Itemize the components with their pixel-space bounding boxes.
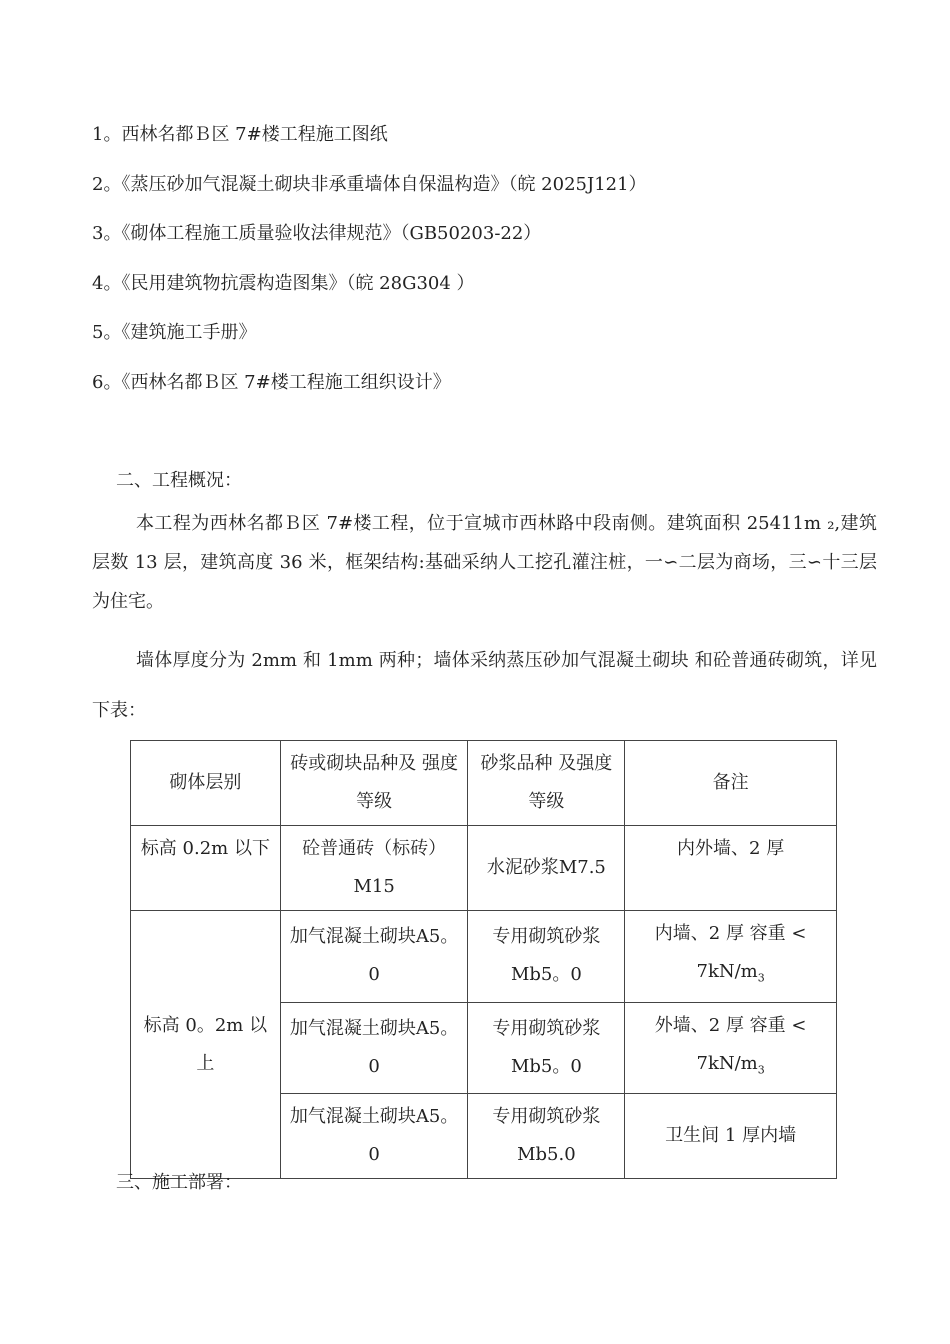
table-cell-layer: 标高 0.2m 以下 <box>131 826 281 911</box>
note-unit: 7kN/m <box>696 1052 758 1074</box>
table-row <box>131 826 837 911</box>
note-unit-subscript: 3 <box>757 971 765 985</box>
table-header-row <box>131 741 837 826</box>
table-cell-brick: 加气混凝土砌块A5。0 <box>280 1094 468 1179</box>
reference-item: 5。《建筑施工手册》 <box>92 322 257 343</box>
table-cell-mortar: 专用砌筑砂浆Mb5.0 <box>468 1094 625 1179</box>
note-unit-subscript: 3 <box>757 1063 765 1077</box>
masonry-table <box>130 740 837 1179</box>
table-cell-mortar: 专用砌筑砂浆Mb5。0 <box>468 1002 625 1094</box>
note-text: 内墙、2 厚 容重 < <box>654 923 807 944</box>
table-cell-note <box>625 1002 837 1094</box>
note-unit: 7kN/m <box>696 961 758 982</box>
reference-item: 3。《砌体工程施工质量验收法律规范》（GB50203-22） <box>92 223 542 244</box>
table-cell-brick: 加气混凝土砌块A5。0 <box>280 911 468 1003</box>
wall-description-paragraph: 墙体厚度分为 2mm 和 1mm 两种；墙体采纳蒸压砂加气混凝土砌块 和砼普通砖砌筑，详见下表： <box>92 650 877 721</box>
table-cell-brick: 砼普通砖（标砖）M15 <box>280 826 468 911</box>
table-cell-brick: 加气混凝土砌块A5。0 <box>280 1002 468 1094</box>
reference-item: 2。《蒸压砂加气混凝土砌块非承重墙体自保温构造》（皖 2025J121） <box>92 174 647 195</box>
table-row <box>131 911 837 1003</box>
table-header-cell: 砖或砌块品种及 强度等级 <box>280 741 468 826</box>
reference-item: 4。《民用建筑物抗震构造图集》（皖 28G304 ） <box>92 273 475 294</box>
table-header-cell: 砌体层别 <box>131 741 281 826</box>
reference-item: 6。《西林名都Ｂ区 7#楼工程施工组织设计》 <box>92 372 451 393</box>
table-header-cell: 备注 <box>625 741 837 826</box>
reference-item: 1。西林名都Ｂ区 7#楼工程施工图纸 <box>92 124 388 145</box>
table-cell-note: 卫生间 1 厚内墙 <box>625 1094 837 1179</box>
note-text: 外墙、2 厚 容重 < <box>654 1014 807 1036</box>
table-cell-note <box>625 911 837 1003</box>
table-cell-note: 内外墙、2 厚 <box>625 826 837 911</box>
table-cell-mortar: 专用砌筑砂浆Mb5。0 <box>468 911 625 1003</box>
overview-paragraph: 本工程为西林名都Ｂ区 7#楼工程，位于宣城市西林路中段南侧。建筑面积 25411m ₂,建筑层数 13 层，建筑高度 36 米，框架结构:基础采纳人工挖孔灌注桩，一∽二层为商场，三∽十三层为住宅。 <box>92 513 877 612</box>
table-cell-layer: 标高 0。2m 以上 <box>131 911 281 1179</box>
section-heading-deployment: 三、施工部署： <box>116 1172 242 1193</box>
section-heading-overview: 二、工程概况： <box>116 470 242 491</box>
table-header-cell: 砂浆品种 及强度等级 <box>468 741 625 826</box>
table-cell-mortar: 水泥砂浆M7.5 <box>468 826 625 911</box>
